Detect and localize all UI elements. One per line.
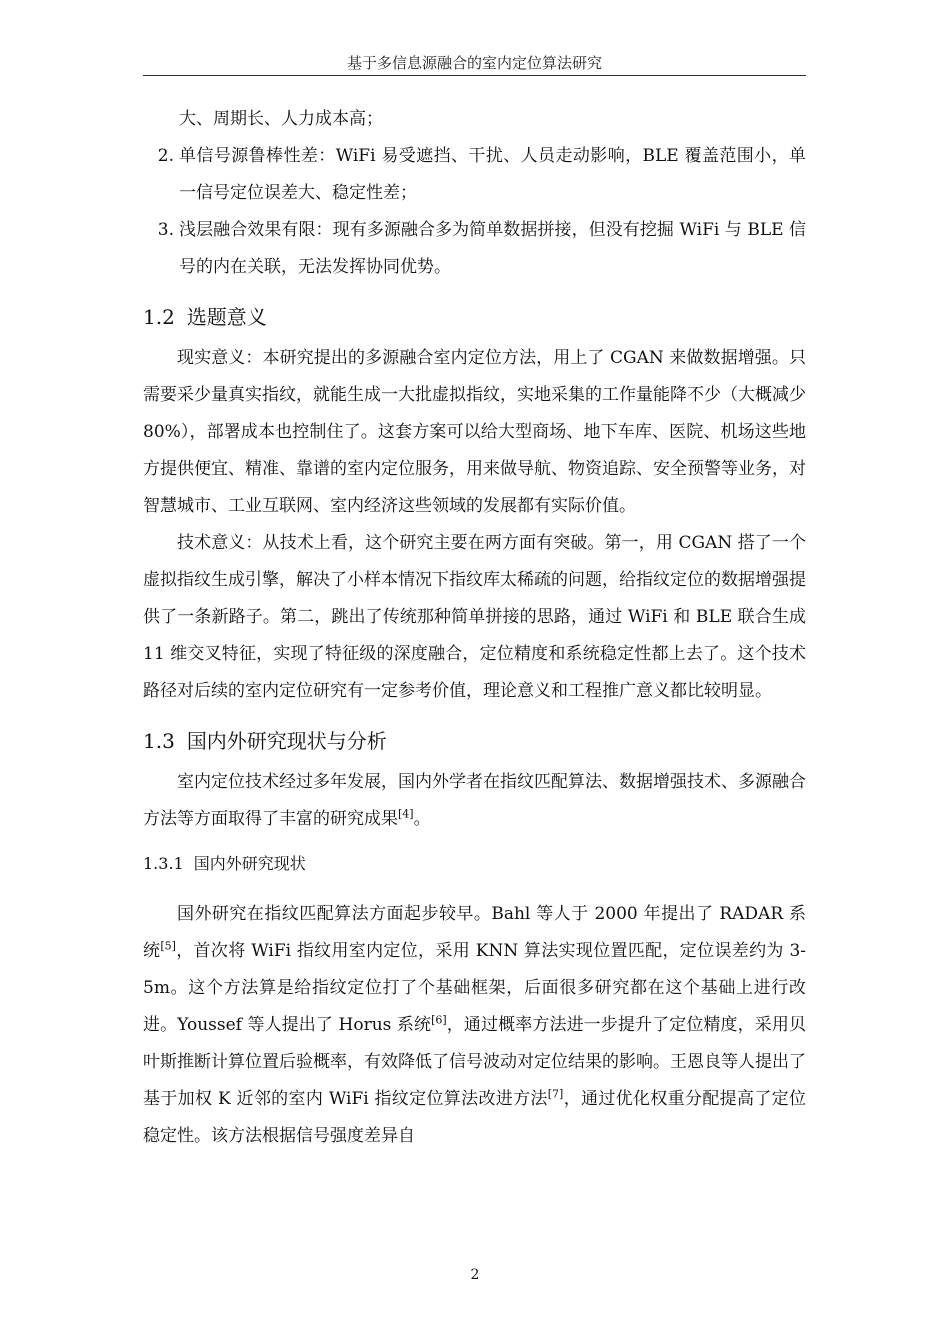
page-body	[143, 101, 806, 1155]
paragraph-text: ，通过概率方法进一步提升了定位精度，采用贝叶斯推断计算位置后验概率，有效降低了信号波动对定位结果的影响。王恩良等人提出了基于加权 K 近邻的室内 WiFi 指纹定位算法改进方法	[143, 1015, 806, 1109]
list-item	[143, 101, 806, 138]
page-number: 2	[470, 1267, 480, 1283]
list-item-text: 单信号源鲁棒性差：WiFi 易受遮挡、干扰、人员走动影响，BLE 覆盖范围小，单一信号定位误差大、稳定性差；	[179, 146, 806, 203]
paragraph-text: 室内定位技术经过多年发展，国内外学者在指纹匹配算法、数据增强技术、多源融合方法等方面取得了丰富的研究成果	[143, 772, 806, 829]
list-item-text: 大、周期长、人力成本高；	[179, 109, 383, 129]
paragraph-text: 国外研究在指纹匹配算法方面起步较早。Bahl 等人于 2000 年提出了 RADAR 系统	[143, 904, 806, 961]
paragraph-practical-significance: 现实意义：本研究提出的多源融合室内定位方法，用上了 CGAN 来做数据增强。只需要采少量真实指纹，就能生成一大批虚拟指纹，实地采集的工作量能降不少（大概减少 80%），部署成本也控制住了。这套方案可以给大型商场、地下车库、医院、机场这些地方提供便宜、精准、靠谱的室内定位服务，用来做导航、物资追踪、安全预警等业务，对智慧城市、工业互联网、室内经济这些领域的发展都有实际价值。	[143, 348, 806, 516]
section-title: 国内外研究现状与分析	[186, 729, 387, 753]
list-item	[143, 138, 806, 212]
section-number: 1.2	[143, 305, 175, 329]
paragraph-technical-significance: 技术意义：从技术上看，这个研究主要在两方面有突破。第一，用 CGAN 搭了一个虚拟指纹生成引擎，解决了小样本情况下指纹库太稀疏的问题，给指纹定位的数据增强提供了一条新路子。第二，跳出了传统那种简单拼接的思路，通过 WiFi 和 BLE 联合生成 11 维交叉特征，实现了特征级的深度融合，定位精度和系统稳定性都上去了。这个技术路径对后续的室内定位研究有一定参考价值，理论意义和工程推广意义都比较明显。	[143, 533, 806, 701]
paragraph-text: ，首次将 WiFi 指纹用室内定位，采用 KNN 算法实现位置匹配，定位误差约为 3-5m。这个方法算是给指纹定位打了个基础框架，后面很多研究都在这个基础上进行改进。Youssef 等人提出了 Horus 系统	[143, 941, 807, 1035]
section-heading-1-3	[143, 710, 806, 764]
citation: [7]	[547, 1087, 564, 1101]
list-item-text: 浅层融合效果有限：现有多源融合多为简单数据拼接，但没有挖掘 WiFi 与 BLE 信号的内在关联，无法发挥协同优势。	[179, 220, 806, 277]
section-number: 1.3	[143, 729, 175, 753]
citation: [5]	[160, 939, 176, 953]
subsection-number: 1.3.1	[143, 854, 184, 873]
paragraph-text: ，通过优化权重分配提高了定位稳定性。该方法根据信号强度差异自	[143, 1089, 806, 1146]
section-heading-1-2	[143, 286, 806, 340]
citation: [6]	[431, 1013, 447, 1027]
list-item-number: 2.	[157, 146, 174, 166]
subsection-title: 国内外研究现状	[193, 854, 306, 873]
subsection-heading-1-3-1	[143, 838, 806, 896]
section-title: 选题意义	[186, 305, 267, 329]
citation: [4]	[398, 807, 414, 821]
running-header: 基于多信息源融合的室内定位算法研究	[346, 54, 602, 72]
paragraph-text: 。	[413, 809, 431, 829]
list-item-number: 3.	[157, 220, 174, 240]
paragraph-foreign-research	[143, 896, 806, 1155]
header-rule	[143, 75, 806, 76]
list-item-number	[143, 101, 179, 138]
list-item	[143, 212, 806, 286]
paragraph-research-overview	[143, 764, 806, 838]
